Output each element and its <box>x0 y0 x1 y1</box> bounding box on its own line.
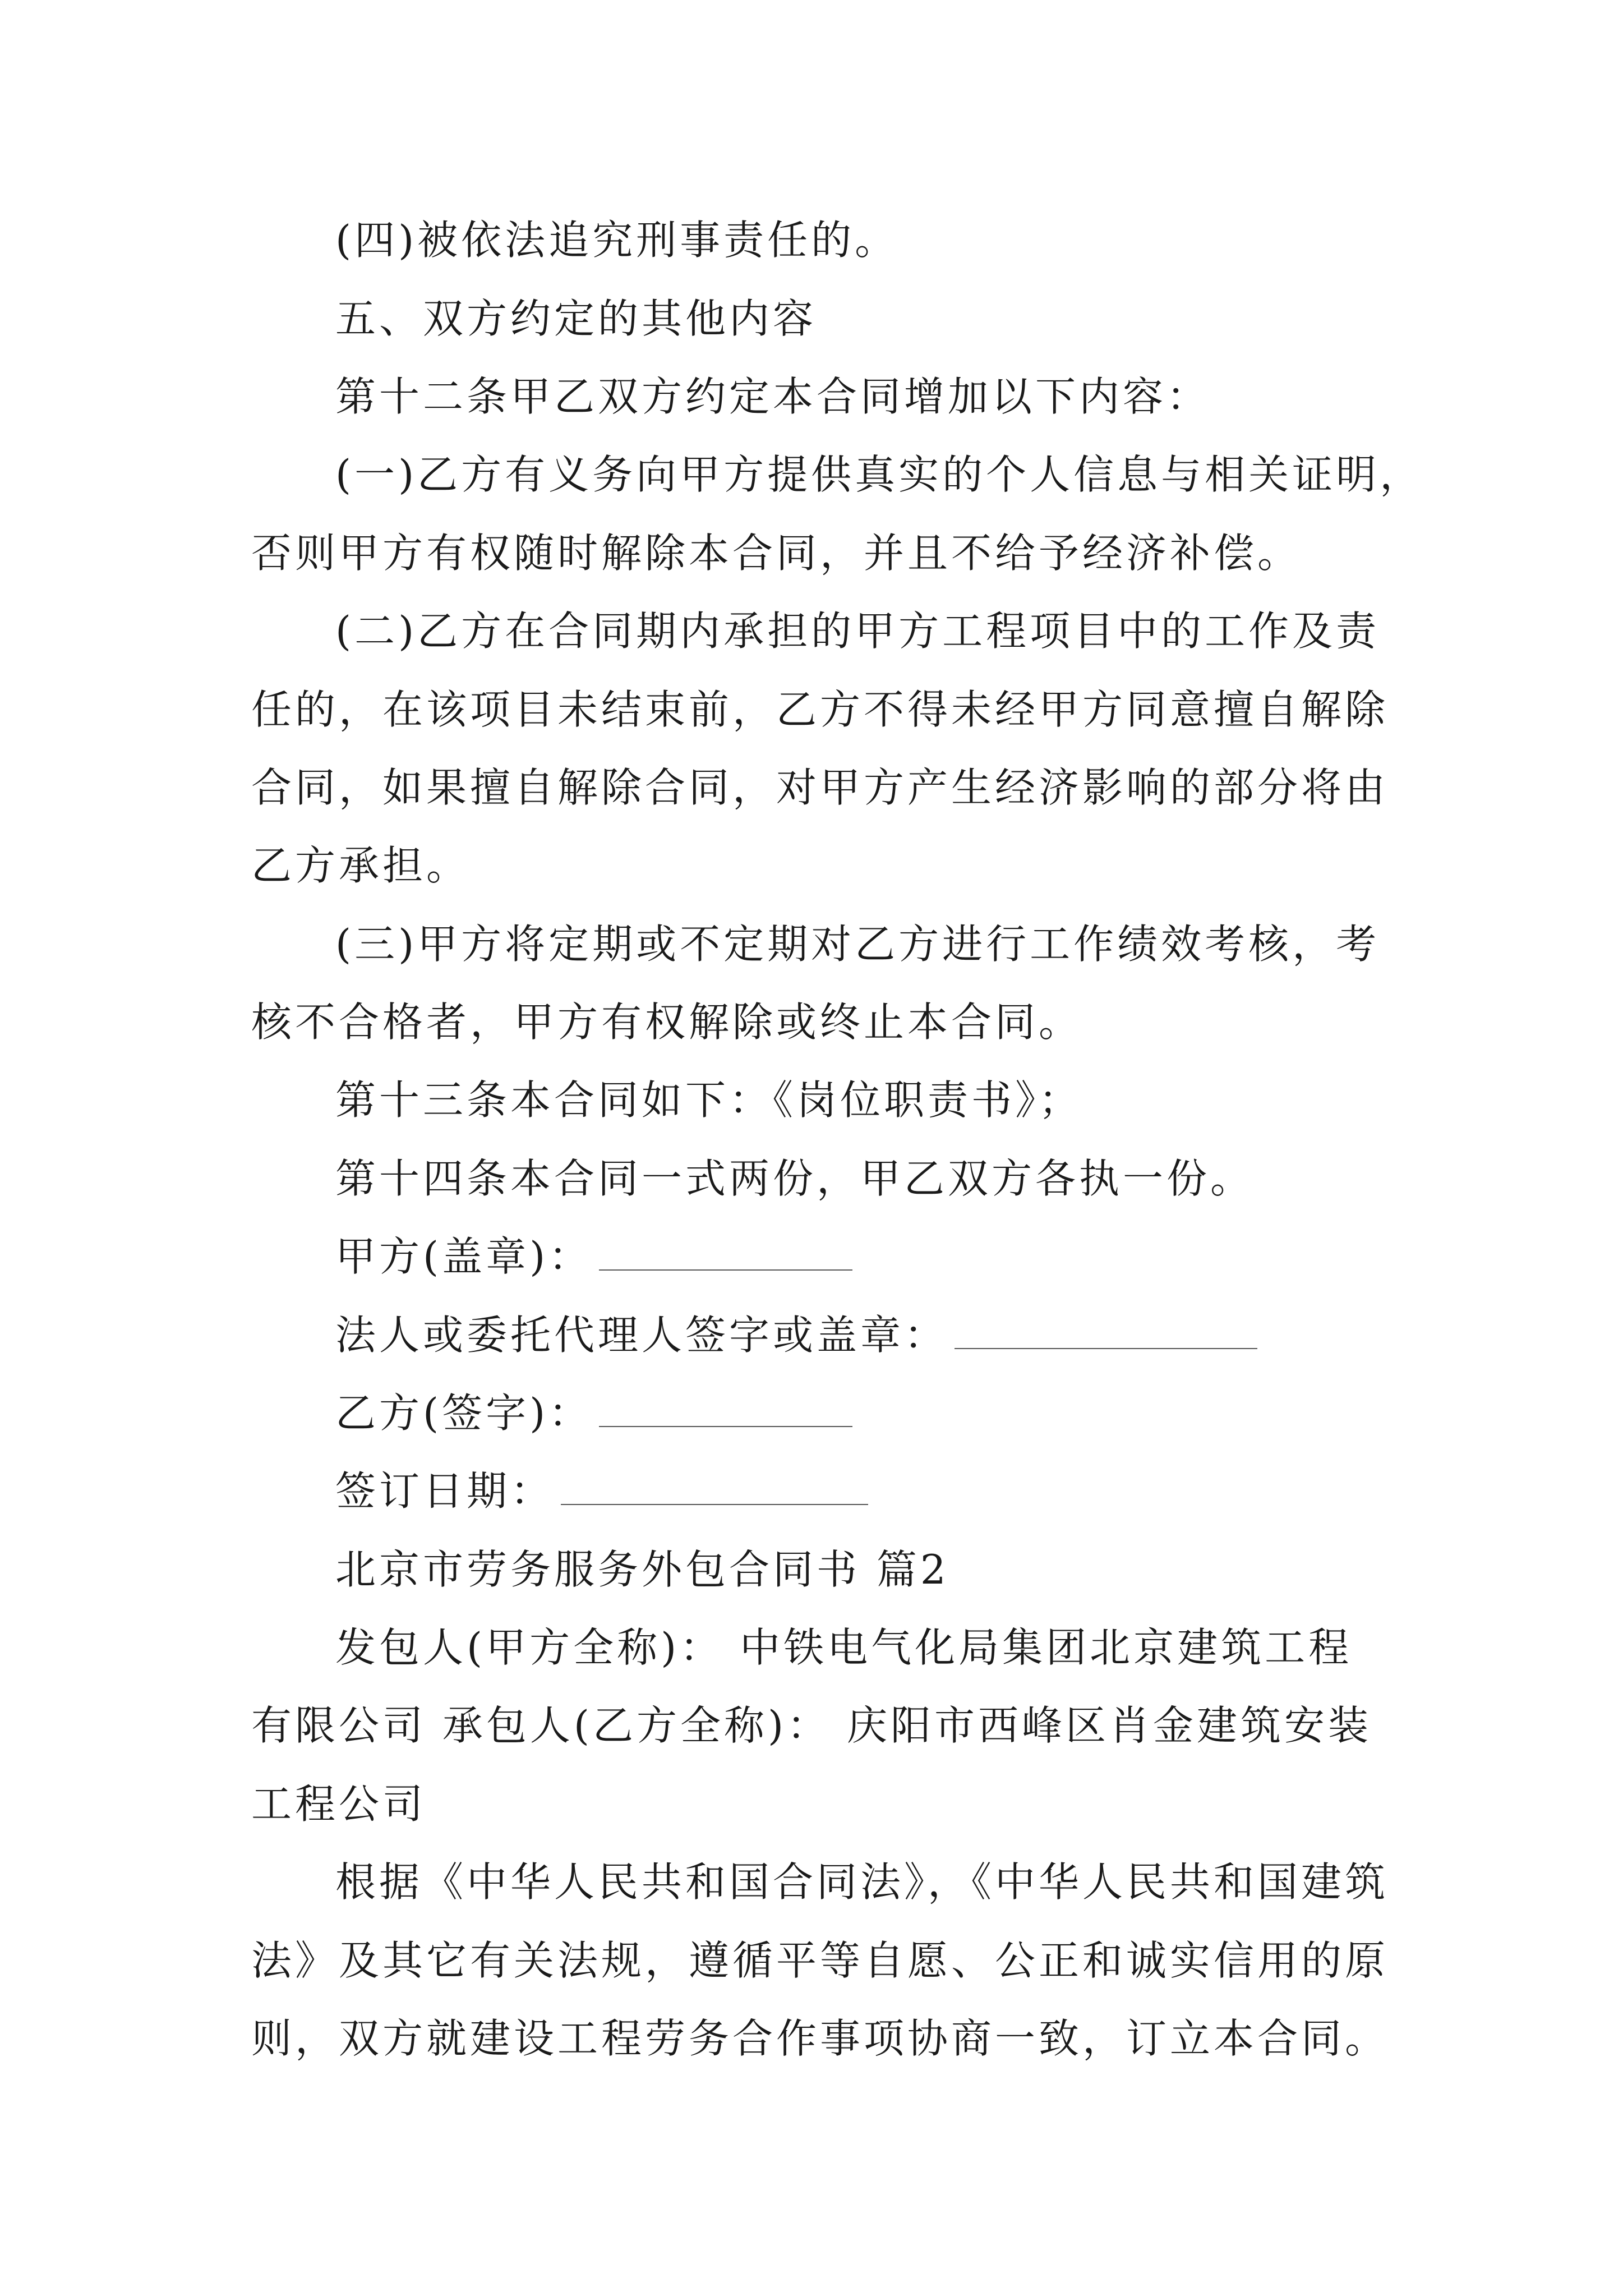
signature-party-a-blank <box>599 1266 852 1271</box>
signature-date-label: 签订日期： <box>335 1467 555 1515</box>
signature-legal-rep <box>335 1312 1257 1359</box>
signature-party-b <box>335 1389 852 1437</box>
signature-party-b-blank <box>599 1423 852 1427</box>
section-five-heading: 五、双方约定的其他内容 <box>335 295 817 342</box>
part-two-line-6: 则，双方就建设工程劳务合作事项协商一致，订立本合同。 <box>251 2015 1389 2062</box>
signature-date <box>335 1467 868 1515</box>
signature-party-a <box>335 1233 852 1280</box>
signature-legal-rep-blank <box>955 1345 1257 1349</box>
part-two-line-5: 法》及其它有关法规，遵循平等自愿、公正和诚实信用的原 <box>251 1937 1389 1984</box>
part-two-line-3: 工程公司 <box>251 1780 427 1828</box>
part-two-heading: 北京市劳务服务外包合同书 篇2 <box>335 1546 949 1593</box>
part-two-line-4: 根据《中华人民共和国合同法》，《中华人民共和国建筑 <box>335 1858 1389 1906</box>
signature-legal-rep-label: 法人或委托代理人签字或盖章： <box>335 1312 948 1359</box>
article-thirteen: 第十三条本合同如下：《岗位职责书》； <box>335 1076 1083 1124</box>
article-twelve: 第十二条甲乙双方约定本合同增加以下内容： <box>335 373 1211 420</box>
signature-party-a-label: 甲方(盖章)： <box>335 1233 593 1280</box>
clause-one-line-1: (一)乙方有义务向甲方提供真实的个人信息与相关证明， <box>335 451 1424 498</box>
clause-two-line-2: 任的，在该项目未结束前，乙方不得未经甲方同意擅自解除 <box>251 686 1389 733</box>
part-two-line-2: 有限公司 承包人(乙方全称)： 庆阳市西峰区肖金建筑安装 <box>251 1702 1372 1749</box>
article-fourteen: 第十四条本合同一式两份，甲乙双方各执一份。 <box>335 1155 1255 1202</box>
clause-three-line-1: (三)甲方将定期或不定期对乙方进行工作绩效考核，考 <box>335 921 1380 968</box>
clause-two-line-3: 合同，如果擅自解除合同，对甲方产生经济影响的部分将由 <box>251 764 1389 811</box>
part-two-line-1: 发包人(甲方全称)： 中铁电气化局集团北京建筑工程 <box>335 1624 1353 1671</box>
clause-three-line-2: 核不合格者，甲方有权解除或终止本合同。 <box>251 999 1083 1046</box>
clause-one-line-2: 否则甲方有权随时解除本合同，并且不给予经济补偿。 <box>251 530 1302 577</box>
signature-date-blank <box>561 1501 868 1505</box>
item-four: (四)被依法追究刑事责任的。 <box>335 217 899 264</box>
signature-party-b-label: 乙方(签字)： <box>335 1389 593 1437</box>
clause-two-line-4: 乙方承担。 <box>251 842 471 889</box>
clause-two-line-1: (二)乙方在合同期内承担的甲方工程项目中的工作及责 <box>335 608 1380 655</box>
